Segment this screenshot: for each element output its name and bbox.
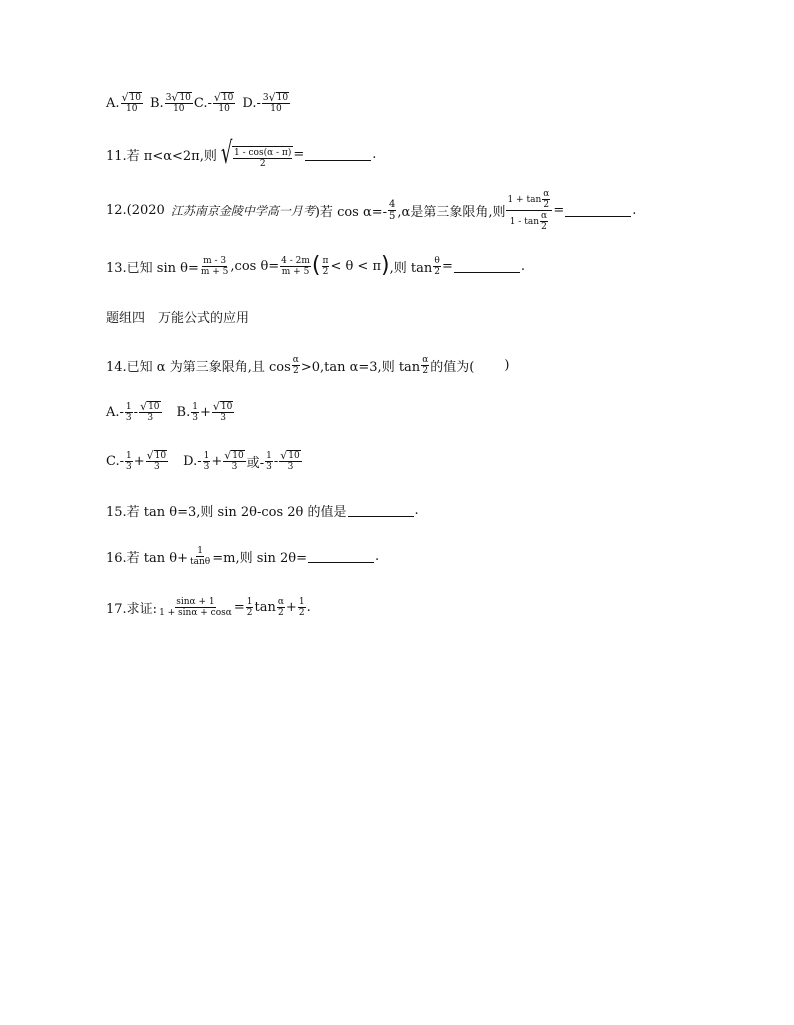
option-c-label: C.-: [193, 95, 212, 111]
option-d-label: D.-: [242, 95, 261, 111]
q13-half-angle: $\frac{\theta}{2}$: [434, 255, 440, 277]
source-note: 江苏南京金陵中学高一月考: [170, 203, 315, 218]
q14-half-angle-tan: α 2: [422, 354, 429, 376]
option-d-fraction: 3 √ 10 10: [262, 91, 289, 114]
option-b-fraction: 3 √ 10 10: [165, 91, 191, 114]
q13-range-fraction: π 2: [322, 255, 329, 277]
option-c-fraction: √ 10 10: [213, 91, 234, 114]
question-13: 13.已知 sin θ= $\frac{m - 3}{m + 5}$ ,cos θ= $\frac{4 - 2m}{m + 5}$ ( π 2 < θ < π ) ,则 tan $\frac{\theta}{2}$ = .: [106, 253, 525, 278]
option-a-label: A.-: [106, 404, 124, 420]
option-d-label: D.-: [183, 453, 202, 469]
answer-blank-11[interactable]: [305, 148, 371, 161]
question-12: 12.(2020 江苏南京金陵中学高一月考 )若 cos α=- 4 5 ,α是第三象限角,则 1 + tan $\frac{\alpha}{2}$ 1 - tan $\frac{\alpha}{2}$ = .: [106, 188, 637, 232]
q13-sin-fraction: $\frac{m - 3}{m + 5}$: [200, 255, 229, 277]
option-b-label: B.: [150, 95, 164, 111]
option-a-label: A.: [106, 95, 120, 111]
option-a-fraction: √ 10 10: [121, 91, 141, 114]
option-c-label: C.-: [106, 453, 125, 469]
q11-radical: √ $\frac{1 - \cos(\alpha - \pi)}{2}$: [220, 136, 292, 171]
answer-blank-15[interactable]: [348, 504, 414, 517]
question-15: 15.若 tan θ=3,则 sin 2θ-cos 2θ 的值是 .: [106, 502, 419, 520]
answer-blank-12[interactable]: [565, 204, 631, 217]
option-b-label: B.: [176, 404, 191, 420]
question-17: 17.求证: $\frac{\sin\alpha + 1}{1 + \sin\alpha + \cos\alpha}$ = $\frac{1}{2}$ tan α 2 + $\frac{1}{2}$ .: [106, 596, 311, 618]
question-11: 11.若 π<α<2π,则 √ $\frac{1 - \cos(\alpha - \pi)}{2}$ = .: [106, 136, 377, 171]
section-title: 题组四 万能公式的应用: [106, 310, 250, 326]
q13-cos-fraction: $\frac{4 - 2m}{m + 5}$: [281, 255, 310, 277]
q12-tan-expression: 1 + tan $\frac{\alpha}{2}$ 1 - tan $\frac{\alpha}{2}$: [506, 189, 552, 232]
q14-options-ab: A.- 1 3 - √ 10 3 B. 1 3 + √ 10 3: [106, 400, 233, 423]
question-14: 14.已知 α 为第三象限角,且 cos α 2 >0,tan α=3,则 tan α 2 的值为( ): [106, 354, 510, 376]
q16-fraction: $\frac{1}{\tan\theta}$: [190, 545, 211, 567]
q12-cos-fraction: 4 5: [389, 198, 396, 222]
question-16: 16.若 tan θ+ $\frac{1}{\tan\theta}$ =m,则 sin 2θ= .: [106, 545, 380, 567]
q17-lhs-fraction: $\frac{\sin\alpha + 1}{1 + \sin\alpha + \cos\alpha}$: [159, 596, 232, 618]
q14-options-cd: C.- 1 3 + √ 10 3 D.- 1 3 + √ 10 3 或- 1 3 - √ 10 3: [106, 449, 300, 472]
q14-half-angle-cos: α 2: [292, 354, 299, 376]
q10-options: [106, 89, 291, 117]
answer-blank-16[interactable]: [308, 550, 374, 563]
answer-blank-13[interactable]: [454, 260, 520, 273]
